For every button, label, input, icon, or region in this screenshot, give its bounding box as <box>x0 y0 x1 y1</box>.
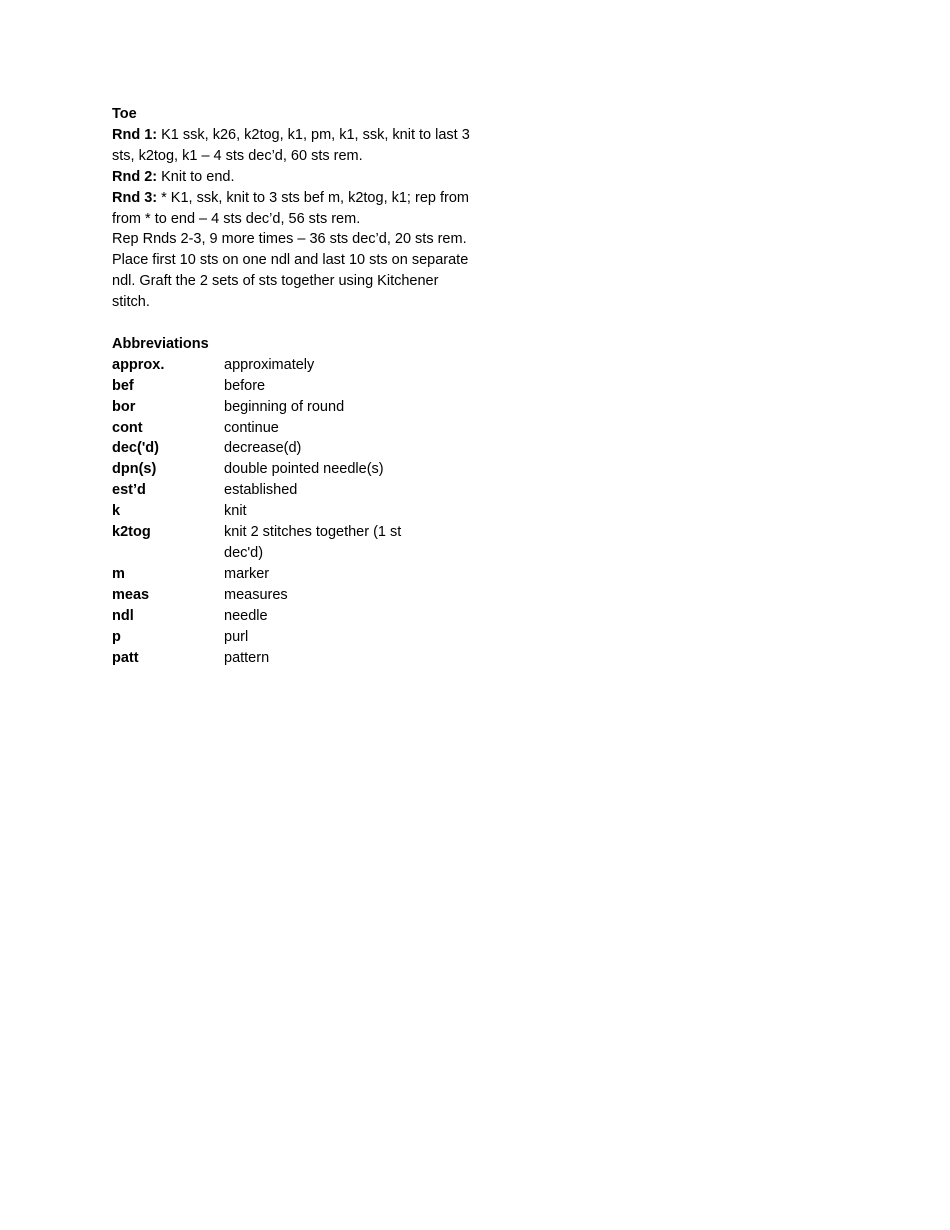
abbreviation-term: ndl <box>112 607 134 624</box>
abbreviation-row <box>112 480 472 501</box>
abbreviation-row <box>112 355 472 376</box>
round-2-text: Knit to end. <box>157 168 235 185</box>
document-page <box>112 104 472 668</box>
abbreviation-row <box>112 459 472 480</box>
abbreviation-definition: decrease(d) <box>224 440 302 457</box>
round-3-text: * K1, ssk, knit to 3 sts bef m, k2tog, k1; rep from from * to end – 4 sts dec’d, 56 sts rem. <box>112 189 469 227</box>
abbreviation-term: k <box>112 503 121 520</box>
abbreviation-definition: continue <box>224 419 279 436</box>
abbreviation-term: k2tog <box>112 524 151 541</box>
abbreviation-definition: before <box>224 377 266 394</box>
abbreviation-definition: knit <box>224 503 247 520</box>
toe-repeat-instruction: Rep Rnds 2-3, 9 more times – 36 sts dec’d, 20 sts rem. <box>112 231 467 248</box>
abbreviation-definition: measures <box>224 586 288 603</box>
abbreviation-term: approx. <box>112 356 165 373</box>
toe-round-1 <box>112 125 472 167</box>
abbreviation-term: est’d <box>112 482 146 499</box>
toe-round-3 <box>112 188 472 230</box>
abbreviation-term: m <box>112 565 125 582</box>
round-2-label: Rnd 2: <box>112 168 158 185</box>
toe-round-2 <box>112 167 472 188</box>
abbreviation-term: bef <box>112 377 134 394</box>
round-1-label: Rnd 1: <box>112 126 158 143</box>
abbreviation-row <box>112 418 472 439</box>
abbreviation-row <box>112 606 472 627</box>
abbreviation-definition: pattern <box>224 649 270 666</box>
abbreviation-term: p <box>112 628 121 645</box>
toe-heading: Toe <box>112 106 137 122</box>
abbreviation-term: cont <box>112 419 143 436</box>
abbreviations-heading: Abbreviations <box>112 335 209 352</box>
abbreviation-definition: purl <box>224 628 249 645</box>
abbreviation-term: bor <box>112 398 136 415</box>
abbreviation-row <box>112 627 472 648</box>
round-3-label: Rnd 3: <box>112 189 158 206</box>
abbreviation-term: dpn(s) <box>112 461 157 478</box>
abbreviation-row <box>112 438 472 459</box>
abbreviation-row <box>112 397 472 418</box>
abbreviation-definition: approximately <box>224 356 315 373</box>
abbreviation-definition: knit 2 stitches together (1 st dec'd) <box>224 524 402 562</box>
abbreviation-row <box>112 585 472 606</box>
round-1-text: K1 ssk, k26, k2tog, k1, pm, k1, ssk, knit to last 3 sts, k2tog, k1 – 4 sts dec’d, 60 sts rem. <box>112 126 470 164</box>
abbreviation-term: meas <box>112 586 150 603</box>
section-spacer <box>112 313 472 334</box>
abbreviation-definition: beginning of round <box>224 398 345 415</box>
abbreviation-term: dec('d) <box>112 440 159 457</box>
abbreviation-definition: double pointed needle(s) <box>224 461 384 478</box>
abbreviation-row <box>112 564 472 585</box>
toe-finish-instruction: Place first 10 sts on one ndl and last 10 sts on separate ndl. Graft the 2 sets of sts together using Kitchener stitch. <box>112 252 469 311</box>
abbreviations-list <box>112 355 472 669</box>
abbreviation-definition: marker <box>224 565 270 582</box>
abbreviation-row <box>112 501 472 522</box>
abbreviation-definition: needle <box>224 607 268 624</box>
abbreviation-row <box>112 376 472 397</box>
abbreviation-row <box>112 648 472 669</box>
abbreviation-term: patt <box>112 649 139 666</box>
abbreviation-definition: established <box>224 482 298 499</box>
abbreviation-row <box>112 522 472 564</box>
